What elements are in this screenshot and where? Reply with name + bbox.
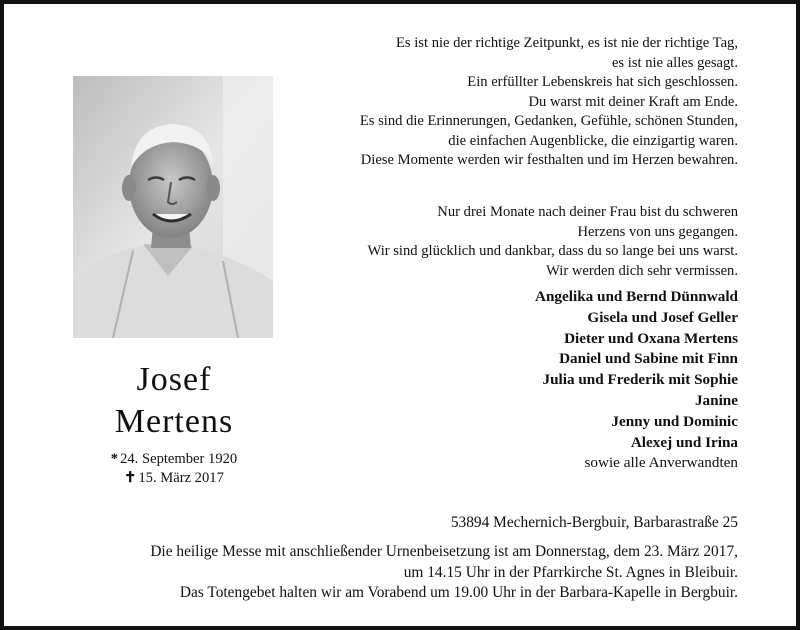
family-member: Gisela und Josef Geller — [587, 308, 738, 326]
address: 53894 Mechernich-Bergbuir, Barbarastraße 25 — [450, 514, 738, 531]
poem-line: Du warst mit deiner Kraft am Ende. — [528, 93, 738, 110]
poem-line: Es ist nie der richtige Zeitpunkt, es ist nie der richtige Tag, — [396, 35, 738, 51]
life-dates — [64, 450, 284, 488]
family-member: Daniel und Sabine mit Finn — [559, 350, 738, 368]
family-member: Dieter und Oxana Mertens — [564, 329, 738, 347]
poem-line: Wir sind glücklich und dankbar, dass du so lange bei uns warst. — [367, 243, 738, 259]
service-line: Die heilige Messe mit anschließender Urnenbeisetzung ist am Donnerstag, dem 23. März 2017, — [150, 543, 738, 560]
family-member: Jenny und Dominic — [611, 412, 738, 430]
poem-line: die einfachen Augenblicke, die einzigartig waren. — [448, 132, 738, 149]
poem-line: Nur drei Monate nach deiner Frau bist du schweren — [437, 204, 738, 220]
cross-icon: ✝ — [124, 470, 137, 486]
first-name: Josef — [136, 361, 212, 398]
last-name: Mertens — [114, 403, 234, 440]
family-member: Janine — [694, 391, 738, 409]
death-date-line — [64, 469, 284, 488]
death-date: 15. März 2017 — [138, 470, 224, 486]
poem-line: Wir werden dich sehr vermissen. — [546, 262, 738, 279]
family-member: Alexej und Irina — [630, 433, 738, 451]
poem-top — [218, 34, 738, 171]
birth-date-line — [64, 450, 284, 469]
service-line: um 14.15 Uhr in der Pfarrkirche St. Agnes in Bleibuir. — [403, 563, 738, 581]
poem-line: Ein erfüllter Lebenskreis hat sich geschlossen. — [467, 74, 738, 90]
birth-date: 24. September 1920 — [120, 451, 238, 467]
poem-bottom — [218, 203, 738, 281]
family-member: Angelika und Bernd Dünnwald — [535, 288, 738, 305]
family-closing: sowie alle Anverwandten — [584, 454, 738, 472]
service-info — [18, 542, 738, 604]
birth-star-icon: * — [110, 451, 119, 467]
poem-line: Diese Momente werden wir festhalten und im Herzen bewahren. — [360, 152, 738, 168]
service-line: Das Totengebet halten wir am Vorabend um 19.00 Uhr in der Barbara-Kapelle in Bergbuir. — [179, 584, 738, 602]
family-list — [358, 287, 738, 474]
poem-line: es ist nie alles gesagt. — [611, 54, 738, 71]
family-member: Julia und Frederik mit Sophie — [542, 371, 738, 389]
poem-line: Herzens von uns gegangen. — [577, 223, 738, 240]
poem-line: Es sind die Erinnerungen, Gedanken, Gefühle, schönen Stunden, — [359, 113, 738, 129]
